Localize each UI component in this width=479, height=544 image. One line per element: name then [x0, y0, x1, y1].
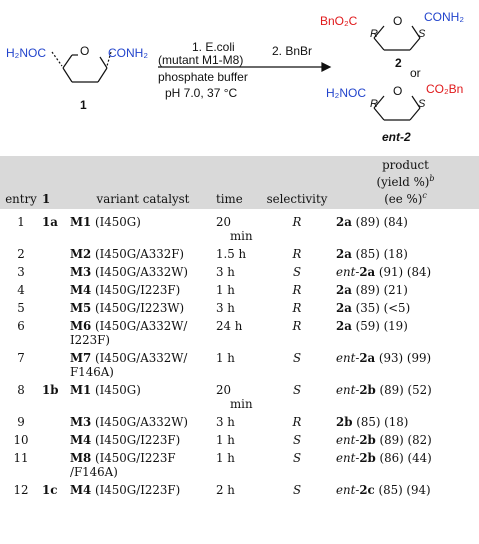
time-value: 20 [216, 214, 232, 229]
cell-product [332, 265, 479, 283]
time-value: 3 h [216, 264, 235, 279]
product-ent-prefix: ent- [336, 482, 360, 497]
variant-name: M1 [70, 382, 92, 397]
cell-time [216, 383, 262, 415]
cell-product [332, 483, 479, 501]
time-value: 1 h [216, 282, 235, 297]
variant-name: M4 [70, 432, 92, 447]
variant-name: M4 [70, 282, 92, 297]
product-name: 2a [336, 300, 352, 315]
time-value: 1.5 h [216, 246, 247, 261]
p2-left-group: BnO₂C [320, 14, 358, 28]
pe-ring-oxygen: O [393, 84, 403, 98]
cell-entry: 11 [13, 450, 29, 465]
product-name: 2a [359, 264, 376, 279]
cell-substrate [42, 301, 70, 319]
cond-step1-line4: pH 7.0, 37 °C [165, 86, 238, 100]
cell-variant [70, 351, 216, 383]
product-values: (91) (84) [378, 264, 432, 279]
cell-entry: 9 [17, 414, 25, 429]
product-name: 2a [359, 350, 376, 365]
product-name: 2a [336, 282, 352, 297]
results-table-wrapper [0, 156, 479, 544]
cell-entry: 3 [17, 264, 25, 279]
time-value: 2 h [216, 482, 235, 497]
cell-substrate [42, 283, 70, 301]
table-body [0, 209, 479, 501]
pe-left-group: H₂NOC [326, 86, 366, 100]
cell-substrate: 1c [42, 482, 58, 497]
product-values: (89) (52) [379, 382, 432, 397]
cell-substrate [42, 351, 70, 383]
product-values: (89) (84) [355, 214, 408, 229]
p2-ring-oxygen: O [393, 14, 403, 28]
table-header-row [0, 156, 479, 209]
cell-selectivity: R [292, 318, 302, 333]
starting-material-ring [63, 55, 107, 82]
sm-right-group: CONH₂ [108, 46, 148, 60]
or-text: or [410, 66, 421, 80]
cell-time [216, 247, 262, 265]
cell-selectivity: R [292, 246, 302, 261]
cell-product [332, 451, 479, 483]
cell-variant [70, 383, 216, 415]
cell-substrate [42, 247, 70, 265]
cell-variant [70, 433, 216, 451]
product-name: 2b [336, 414, 353, 429]
cell-substrate [42, 319, 70, 351]
cell-entry: 10 [13, 432, 29, 447]
cell-selectivity: R [292, 214, 302, 229]
variant-name: M3 [70, 264, 92, 279]
time-value: 24 h [216, 318, 243, 333]
table-row [0, 483, 479, 501]
table-row [0, 283, 479, 301]
time-value: 1 h [216, 350, 235, 365]
cell-substrate [42, 433, 70, 451]
cell-variant [70, 265, 216, 283]
variant-mutations: (I450G/I223W) [95, 300, 185, 315]
product-ent-prefix: ent- [336, 350, 360, 365]
table-row [0, 247, 479, 265]
product-values: (59) (19) [355, 318, 408, 333]
footnote-c: c [422, 190, 427, 200]
variant-mutations: (I450G) [95, 214, 141, 229]
variant-name: M6 [70, 318, 92, 333]
cond-step1-line2: (mutant M1-M8) [158, 53, 244, 67]
cell-substrate: 1a [42, 214, 58, 229]
cell-variant [70, 451, 216, 483]
variant-mutations: (I450G/I223F) [95, 282, 181, 297]
product-values: (93) (99) [378, 350, 432, 365]
variant-mutations-cont: F146A) [70, 364, 114, 379]
cell-selectivity: R [292, 300, 302, 315]
variant-name: M3 [70, 414, 92, 429]
cell-entry: 6 [17, 318, 25, 333]
sm-ring-oxygen: O [80, 44, 90, 58]
header-entry: entry [5, 191, 37, 206]
cell-product [332, 283, 479, 301]
variant-mutations: (I450G) [95, 382, 141, 397]
cell-substrate [42, 451, 70, 483]
header-product-line3 [332, 189, 479, 206]
p2-label: 2 [395, 56, 402, 70]
product-values: (86) (44) [379, 450, 432, 465]
cell-time [216, 483, 262, 501]
variant-name: M8 [70, 450, 92, 465]
cell-selectivity: S [292, 350, 302, 365]
table-row [0, 301, 479, 319]
time-unit: min [230, 396, 253, 411]
header-substrate: 1 [42, 191, 51, 206]
cell-product [332, 433, 479, 451]
pe-label: ent-2 [382, 130, 411, 144]
pe-stereo-r: R [370, 98, 378, 110]
cell-time [216, 265, 262, 283]
variant-name: M2 [70, 246, 92, 261]
header-selectivity: selectivity [266, 191, 328, 206]
variant-mutations-cont: /F146A) [70, 464, 118, 479]
cell-time [216, 451, 262, 483]
variant-mutations-cont: I223F) [70, 332, 110, 347]
variant-name: M7 [70, 350, 92, 365]
time-unit: min [230, 228, 253, 243]
product-values: (85) (94) [378, 482, 431, 497]
cell-variant [70, 247, 216, 265]
cell-entry: 8 [17, 382, 25, 397]
header-product-line2 [332, 172, 479, 189]
header-product [332, 156, 479, 209]
variant-mutations: (I450G/I223F [95, 450, 176, 465]
sm-label: 1 [80, 98, 87, 112]
variant-mutations: (I450G/A332W/ [95, 350, 188, 365]
p2-stereo-r: R [370, 28, 378, 40]
time-value: 3 h [216, 300, 235, 315]
pe-right-group: CO₂Bn [426, 82, 464, 96]
variant-mutations: (I450G/A332F) [95, 246, 185, 261]
variant-mutations: (I450G/I223F) [95, 482, 181, 497]
cell-entry: 1 [17, 214, 25, 229]
cell-product [332, 319, 479, 351]
product-name: 2b [359, 382, 376, 397]
cell-selectivity: S [292, 264, 302, 279]
variant-mutations: (I450G/A332W/ [95, 318, 188, 333]
table-row [0, 415, 479, 433]
product-ent-prefix: ent- [336, 450, 360, 465]
results-table [0, 156, 479, 501]
cell-selectivity: R [292, 414, 302, 429]
sm-left-group: H₂NOC [6, 46, 46, 60]
cell-entry: 7 [17, 350, 25, 365]
product-name: 2b [359, 432, 376, 447]
cell-product [332, 301, 479, 319]
time-value: 20 [216, 382, 232, 397]
cell-selectivity: R [292, 282, 302, 297]
time-value: 3 h [216, 414, 235, 429]
time-value: 1 h [216, 432, 235, 447]
cell-time [216, 319, 262, 351]
product-ent2-ring [374, 96, 420, 120]
product-ent-prefix: ent- [336, 432, 360, 447]
product-name: 2c [359, 482, 375, 497]
reaction-scheme [0, 0, 479, 152]
cell-variant [70, 209, 216, 247]
variant-name: M5 [70, 300, 92, 315]
cell-time [216, 301, 262, 319]
cell-time [216, 415, 262, 433]
cell-time [216, 351, 262, 383]
product-values: (85) (18) [355, 246, 408, 261]
cell-variant [70, 483, 216, 501]
table-row [0, 209, 479, 247]
header-product-line1: product [382, 158, 429, 172]
cell-variant [70, 301, 216, 319]
cell-selectivity: S [292, 432, 302, 447]
product-values: (85) (18) [356, 414, 409, 429]
product-name: 2b [359, 450, 376, 465]
cell-variant [70, 319, 216, 351]
table-row [0, 383, 479, 415]
cell-entry: 5 [17, 300, 25, 315]
product-2-ring [374, 26, 420, 50]
table-row [0, 451, 479, 483]
table-row [0, 319, 479, 351]
product-values: (89) (21) [355, 282, 408, 297]
cell-selectivity: S [292, 450, 302, 465]
cond-step1-line3: phosphate buffer [158, 70, 248, 84]
cell-selectivity: S [292, 482, 302, 497]
product-values: (35) (<5) [355, 300, 411, 315]
cell-product [332, 383, 479, 415]
header-variant: variant catalyst [96, 191, 190, 206]
p2-stereo-s: S [418, 28, 426, 40]
cell-variant [70, 283, 216, 301]
cell-substrate [42, 265, 70, 283]
cell-time [216, 209, 262, 247]
header-ee: (ee %) [384, 191, 423, 206]
cond-step2: 2. BnBr [272, 44, 313, 58]
cell-variant [70, 415, 216, 433]
header-yield: (yield %) [376, 174, 430, 189]
table-row [0, 433, 479, 451]
product-values: (89) (82) [379, 432, 432, 447]
cell-entry: 4 [17, 282, 25, 297]
cell-product [332, 415, 479, 433]
cond-step1-line1: 1. E.coli [192, 40, 235, 54]
variant-name: M4 [70, 482, 92, 497]
cell-substrate [42, 415, 70, 433]
cell-entry: 2 [17, 246, 25, 261]
cell-substrate: 1b [42, 382, 59, 397]
product-name: 2a [336, 318, 352, 333]
product-name: 2a [336, 246, 352, 261]
footnote-b: b [429, 174, 435, 183]
variant-name: M1 [70, 214, 92, 229]
cell-product [332, 209, 479, 247]
table-row [0, 265, 479, 283]
p2-right-group: CONH₂ [424, 10, 464, 24]
variant-mutations: (I450G/A332W) [95, 264, 188, 279]
product-ent-prefix: ent- [336, 382, 360, 397]
cell-selectivity: S [292, 382, 302, 397]
table-row [0, 351, 479, 383]
cell-time [216, 283, 262, 301]
time-value: 1 h [216, 450, 235, 465]
variant-mutations: (I450G/I223F) [95, 432, 181, 447]
product-ent-prefix: ent- [336, 264, 360, 279]
cell-product [332, 351, 479, 383]
header-time: time [216, 191, 243, 206]
cell-entry: 12 [13, 482, 29, 497]
variant-mutations: (I450G/A332W) [95, 414, 188, 429]
cell-time [216, 433, 262, 451]
product-name: 2a [336, 214, 352, 229]
cell-product [332, 247, 479, 265]
pe-stereo-s: S [418, 98, 426, 110]
